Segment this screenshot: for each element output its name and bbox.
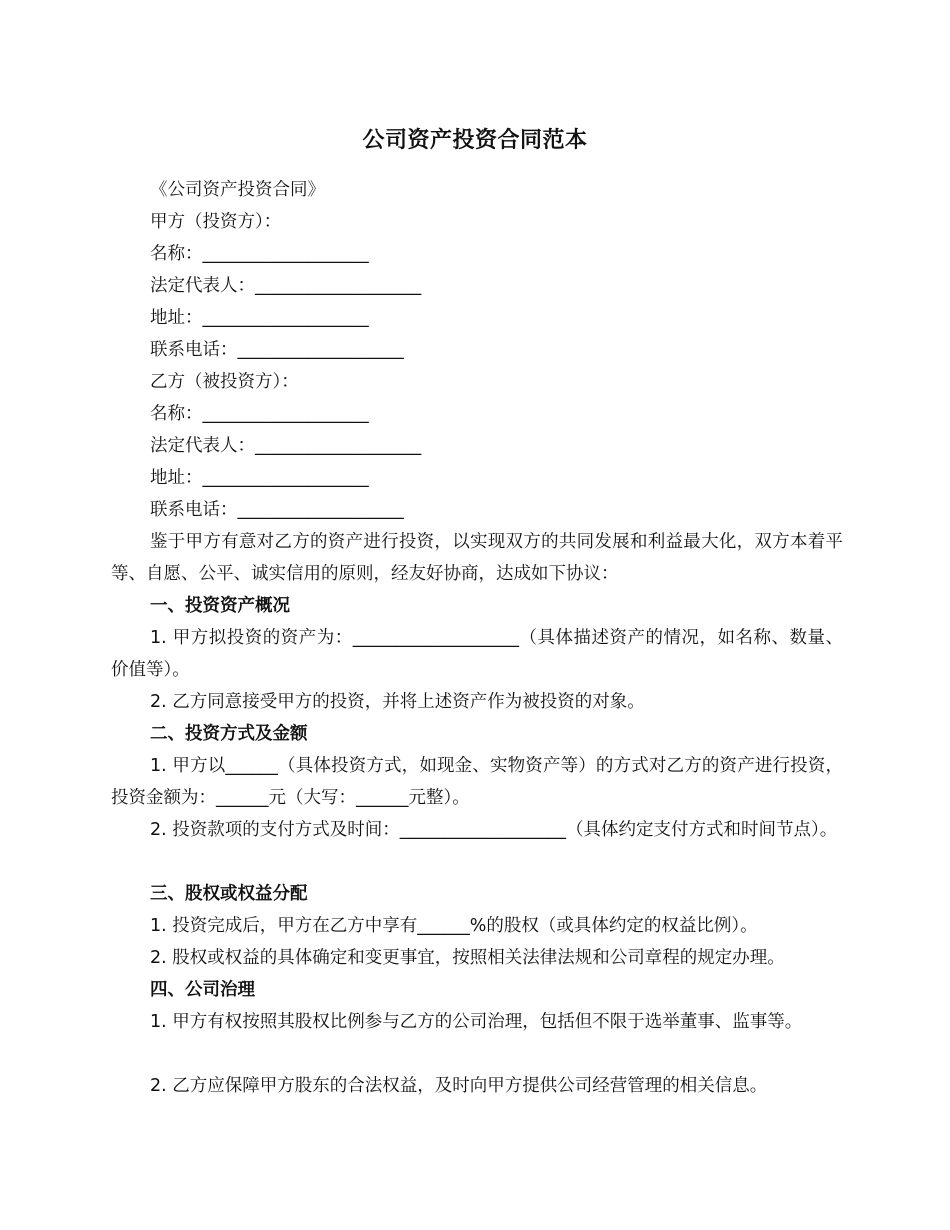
party-a-address: 地址：___________________ bbox=[150, 308, 369, 328]
section-heading: 二、投资方式及金额 bbox=[150, 724, 308, 744]
clause-paragraph: 1. 投资完成后，甲方在乙方中享有______%的股权（或具体约定的权益比例）。 bbox=[150, 916, 758, 936]
contract-subtitle: 《公司资产投资合同》 bbox=[150, 180, 325, 200]
party-a-name: 名称：___________________ bbox=[150, 244, 369, 264]
clause-paragraph: 2. 股权或权益的具体确定和变更事宜，按照相关法律法规和公司章程的规定办理。 bbox=[150, 948, 785, 968]
preamble-paragraph: 鉴于甲方有意对乙方的资产进行投资，以实现双方的共同发展和利益最大化，双方本着平等、自愿、公平、诚实信用的原则，经友好协商，达成如下协议： bbox=[111, 532, 843, 584]
clause-paragraph: 2. 乙方同意接受甲方的投资，并将上述资产作为被投资的对象。 bbox=[150, 692, 645, 712]
party-a-phone: 联系电话：___________________ bbox=[150, 340, 404, 360]
section-heading: 一、投资资产概况 bbox=[150, 596, 290, 616]
party-b-name: 名称：___________________ bbox=[150, 404, 369, 424]
section-heading: 四、公司治理 bbox=[150, 980, 255, 1000]
party-b-phone: 联系电话：___________________ bbox=[150, 500, 404, 520]
party-a-legal-rep: 法定代表人：___________________ bbox=[150, 276, 422, 296]
document-title: 公司资产投资合同范本 bbox=[362, 128, 588, 153]
clause-paragraph: 1. 甲方拟投资的资产为：___________________（具体描述资产的情况，如名称、数量、价值等）。 bbox=[111, 628, 843, 680]
party-b-heading: 乙方（被投资方）： bbox=[150, 372, 299, 392]
clause-paragraph: 2. 乙方应保障甲方股东的合法权益，及时向甲方提供公司经营管理的相关信息。 bbox=[150, 1076, 768, 1096]
section-heading: 三、股权或权益分配 bbox=[150, 884, 308, 904]
clause-paragraph: 2. 投资款项的支付方式及时间：___________________（具体约定支付方式和时间节点）。 bbox=[150, 820, 838, 840]
clause-paragraph: 1. 甲方有权按照其股权比例参与乙方的公司治理，包括但不限于选举董事、监事等。 bbox=[150, 1012, 803, 1032]
party-b-legal-rep: 法定代表人：___________________ bbox=[150, 436, 422, 456]
clause-paragraph: 1. 甲方以______（具体投资方式，如现金、实物资产等）的方式对乙方的资产进行投资，投资金额为：______元（大写：______元整）。 bbox=[111, 756, 843, 808]
party-b-address: 地址：___________________ bbox=[150, 468, 369, 488]
party-a-heading: 甲方（投资方）： bbox=[150, 212, 282, 232]
